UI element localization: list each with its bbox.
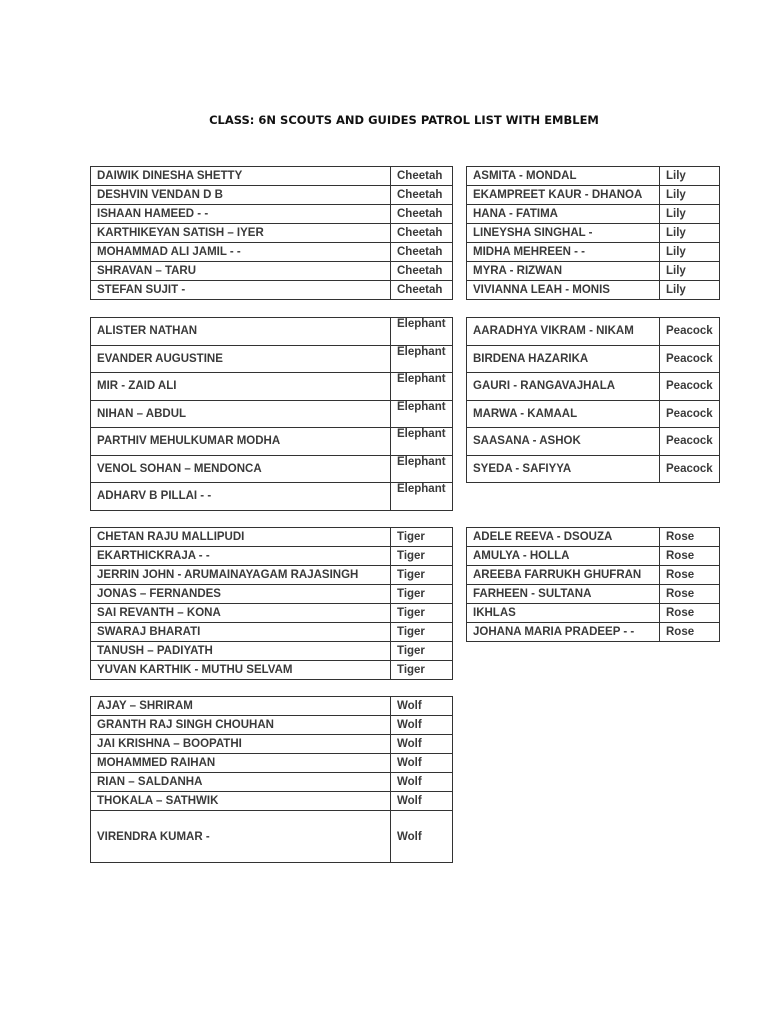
student-name-cell: YUVAN KARTHIK - MUTHU SELVAM (91, 661, 391, 680)
student-name-cell: SAASANA - ASHOK (467, 428, 660, 456)
emblem-cell: Wolf (391, 697, 453, 716)
emblem-cell: Rose (660, 566, 720, 585)
patrol-table-wolf (90, 696, 453, 863)
emblem-cell: Elephant (391, 318, 453, 346)
emblem-cell: Tiger (391, 661, 453, 680)
emblem-cell: Peacock (660, 345, 720, 373)
emblem-cell: Elephant (391, 345, 453, 373)
emblem-cell: Tiger (391, 547, 453, 566)
student-name-cell: MOHAMMAD ALI JAMIL - - (91, 243, 391, 262)
student-name-cell: MIDHA MEHREEN - - (467, 243, 660, 262)
student-name-cell: THOKALA – SATHWIK (91, 792, 391, 811)
table-row (467, 224, 720, 243)
table-row (91, 773, 453, 792)
student-name-cell: ADELE REEVA - DSOUZA (467, 528, 660, 547)
emblem-cell: Cheetah (391, 205, 453, 224)
emblem-cell: Lily (660, 167, 720, 186)
emblem-cell: Rose (660, 528, 720, 547)
emblem-cell: Wolf (391, 773, 453, 792)
student-name-cell: DESHVIN VENDAN D B (91, 186, 391, 205)
student-name-cell: EVANDER AUGUSTINE (91, 345, 391, 373)
emblem-cell: Tiger (391, 566, 453, 585)
emblem-cell: Peacock (660, 373, 720, 401)
emblem-cell: Elephant (391, 483, 453, 511)
table-row (467, 623, 720, 642)
student-name-cell: ASMITA - MONDAL (467, 167, 660, 186)
table-row (467, 400, 720, 428)
emblem-cell: Cheetah (391, 243, 453, 262)
table-row (91, 428, 453, 456)
document-title: CLASS: 6N SCOUTS AND GUIDES PATROL LIST WITH EMBLEM (209, 113, 599, 127)
table-row (467, 262, 720, 281)
table-row (467, 455, 720, 483)
table-row (91, 528, 453, 547)
table-row (91, 262, 453, 281)
emblem-cell: Rose (660, 547, 720, 566)
emblem-cell: Lily (660, 262, 720, 281)
table-row (467, 373, 720, 401)
student-name-cell: AREEBA FARRUKH GHUFRAN (467, 566, 660, 585)
table-row (91, 243, 453, 262)
emblem-cell: Elephant (391, 428, 453, 456)
student-name-cell: ADHARV B PILLAI - - (91, 483, 391, 511)
student-name-cell: GAURI - RANGAVAJHALA (467, 373, 660, 401)
student-name-cell: STEFAN SUJIT - (91, 281, 391, 300)
table-row (91, 455, 453, 483)
student-name-cell: ALISTER NATHAN (91, 318, 391, 346)
patrol-table-tiger (90, 527, 453, 680)
student-name-cell: MOHAMMED RAIHAN (91, 754, 391, 773)
table-row (467, 205, 720, 224)
student-name-cell: BIRDENA HAZARIKA (467, 345, 660, 373)
table-row (91, 318, 453, 346)
student-name-cell: NIHAN – ABDUL (91, 400, 391, 428)
emblem-cell: Lily (660, 205, 720, 224)
student-name-cell: JONAS – FERNANDES (91, 585, 391, 604)
table-row (467, 345, 720, 373)
table-row (91, 483, 453, 511)
emblem-cell: Cheetah (391, 167, 453, 186)
student-name-cell: PARTHIV MEHULKUMAR MODHA (91, 428, 391, 456)
table-row (91, 400, 453, 428)
table-row (91, 345, 453, 373)
student-name-cell: VENOL SOHAN – MENDONCA (91, 455, 391, 483)
student-name-cell: MARWA - KAMAAL (467, 400, 660, 428)
table-row (91, 661, 453, 680)
student-name-cell: JERRIN JOHN - ARUMAINAYAGAM RAJASINGH (91, 566, 391, 585)
table-row (91, 186, 453, 205)
table-row (467, 566, 720, 585)
patrol-table-lily (466, 166, 720, 300)
student-name-cell: AARADHYA VIKRAM - NIKAM (467, 318, 660, 346)
table-row (91, 792, 453, 811)
student-name-cell: IKHLAS (467, 604, 660, 623)
table-row (91, 224, 453, 243)
emblem-cell: Rose (660, 623, 720, 642)
table-row (467, 167, 720, 186)
table-row (467, 186, 720, 205)
student-name-cell: SHRAVAN – TARU (91, 262, 391, 281)
table-row (91, 373, 453, 401)
student-name-cell: CHETAN RAJU MALLIPUDI (91, 528, 391, 547)
table-row (91, 547, 453, 566)
table-row (467, 528, 720, 547)
table-row (91, 604, 453, 623)
emblem-cell: Peacock (660, 318, 720, 346)
student-name-cell: JAI KRISHNA – BOOPATHI (91, 735, 391, 754)
table-row (467, 585, 720, 604)
table-row (91, 811, 453, 863)
emblem-cell: Cheetah (391, 281, 453, 300)
student-name-cell: VIVIANNA LEAH - MONIS (467, 281, 660, 300)
table-row (91, 697, 453, 716)
table-row (467, 428, 720, 456)
student-name-cell: SYEDA - SAFIYYA (467, 455, 660, 483)
student-name-cell: MYRA - RIZWAN (467, 262, 660, 281)
table-row (467, 281, 720, 300)
student-name-cell: KARTHIKEYAN SATISH – IYER (91, 224, 391, 243)
student-name-cell: RIAN – SALDANHA (91, 773, 391, 792)
student-name-cell: DAIWIK DINESHA SHETTY (91, 167, 391, 186)
emblem-cell: Tiger (391, 642, 453, 661)
emblem-cell: Lily (660, 281, 720, 300)
emblem-cell: Rose (660, 585, 720, 604)
table-row (467, 318, 720, 346)
emblem-cell: Peacock (660, 428, 720, 456)
emblem-cell: Tiger (391, 528, 453, 547)
student-name-cell: SAI REVANTH – KONA (91, 604, 391, 623)
student-name-cell: TANUSH – PADIYATH (91, 642, 391, 661)
emblem-cell: Wolf (391, 811, 453, 863)
student-name-cell: LINEYSHA SINGHAL - (467, 224, 660, 243)
table-row (467, 604, 720, 623)
patrol-table-cheetah (90, 166, 453, 300)
emblem-cell: Cheetah (391, 262, 453, 281)
table-row (91, 585, 453, 604)
emblem-cell: Wolf (391, 735, 453, 754)
emblem-cell: Wolf (391, 792, 453, 811)
patrol-table-elephant (90, 317, 453, 511)
emblem-cell: Tiger (391, 623, 453, 642)
emblem-cell: Wolf (391, 754, 453, 773)
table-row (91, 205, 453, 224)
table-row (467, 243, 720, 262)
table-row (91, 623, 453, 642)
emblem-cell: Tiger (391, 585, 453, 604)
student-name-cell: VIRENDRA KUMAR - (91, 811, 391, 863)
emblem-cell: Elephant (391, 400, 453, 428)
emblem-cell: Wolf (391, 716, 453, 735)
table-row (91, 566, 453, 585)
student-name-cell: ISHAAN HAMEED - - (91, 205, 391, 224)
table-row (91, 642, 453, 661)
emblem-cell: Elephant (391, 373, 453, 401)
emblem-cell: Cheetah (391, 186, 453, 205)
student-name-cell: EKARTHICKRAJA - - (91, 547, 391, 566)
student-name-cell: AJAY – SHRIRAM (91, 697, 391, 716)
table-row (91, 167, 453, 186)
emblem-cell: Peacock (660, 455, 720, 483)
table-row (467, 547, 720, 566)
student-name-cell: AMULYA - HOLLA (467, 547, 660, 566)
table-row (91, 716, 453, 735)
student-name-cell: JOHANA MARIA PRADEEP - - (467, 623, 660, 642)
student-name-cell: MIR - ZAID ALI (91, 373, 391, 401)
emblem-cell: Elephant (391, 455, 453, 483)
student-name-cell: EKAMPREET KAUR - DHANOA (467, 186, 660, 205)
emblem-cell: Lily (660, 224, 720, 243)
table-row (91, 735, 453, 754)
student-name-cell: HANA - FATIMA (467, 205, 660, 224)
student-name-cell: FARHEEN - SULTANA (467, 585, 660, 604)
student-name-cell: GRANTH RAJ SINGH CHOUHAN (91, 716, 391, 735)
table-row (91, 754, 453, 773)
emblem-cell: Cheetah (391, 224, 453, 243)
emblem-cell: Lily (660, 243, 720, 262)
emblem-cell: Tiger (391, 604, 453, 623)
emblem-cell: Lily (660, 186, 720, 205)
student-name-cell: SWARAJ BHARATI (91, 623, 391, 642)
patrol-table-rose (466, 527, 720, 642)
patrol-table-peacock (466, 317, 720, 483)
emblem-cell: Rose (660, 604, 720, 623)
table-row (91, 281, 453, 300)
emblem-cell: Peacock (660, 400, 720, 428)
